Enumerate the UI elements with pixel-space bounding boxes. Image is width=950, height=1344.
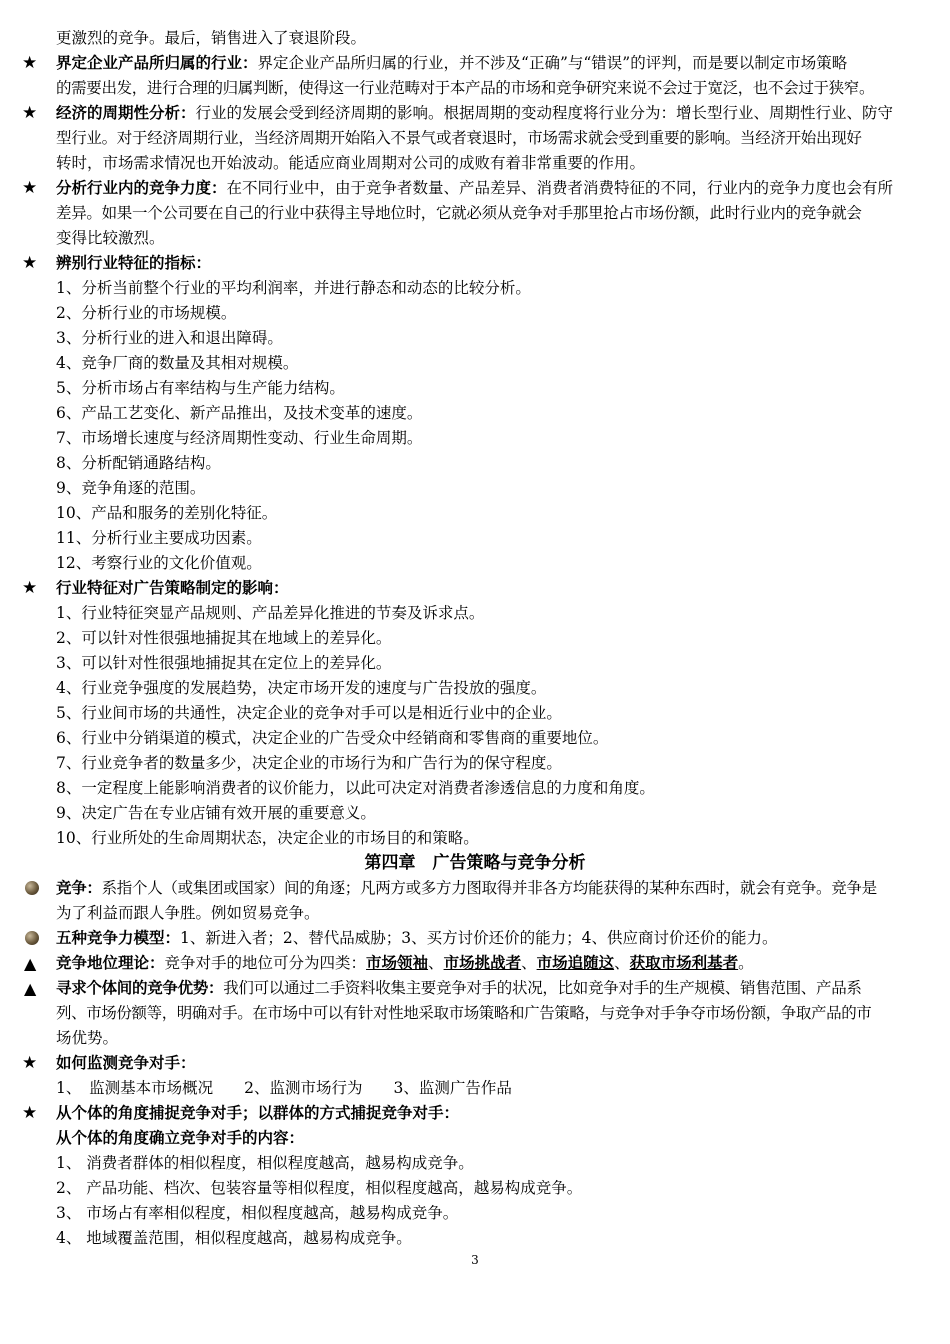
paragraph-line: 列、市场份额等，明确对手。在市场中可以有针对性地采取市场策略和广告策略，与竞争对手争夺市场份额，争取产品的市 <box>56 1004 872 1022</box>
section-industry-indicators <box>22 251 928 276</box>
list-item: 4、行业竞争强度的发展趋势，决定市场开发的速度与广告投放的强度。 <box>56 679 547 697</box>
position-market-challenger: 市场挑战者 <box>443 954 522 972</box>
list-item: 7、市场增长速度与经济周期性变动、行业生命周期。 <box>56 429 423 447</box>
list-item: 6、行业中分销渠道的模式，决定企业的广告受众中经销商和零售商的重要地位。 <box>56 729 609 747</box>
list-item: 11、分析行业主要成功因素。 <box>56 529 262 547</box>
list-item: 12、考察行业的文化价值观。 <box>56 554 262 572</box>
section-competition <box>22 876 928 901</box>
triangle-bullet-icon: ▲ <box>24 954 37 973</box>
section-heading: 竞争： <box>56 879 102 897</box>
separator: 、 <box>614 954 630 972</box>
section-individual-advantage <box>22 976 928 1001</box>
list-item: 8、分析配销通路结构。 <box>56 454 221 472</box>
ball-bullet-icon <box>25 931 39 945</box>
section-five-forces <box>22 926 928 951</box>
section-heading: 行业特征对广告策略制定的影响： <box>56 579 289 597</box>
section-text: 竞争对手的地位可分为四类： <box>164 954 367 972</box>
list-item: 1、行业特征突显产品规则、产品差异化推进的节奏及诉求点。 <box>56 604 485 622</box>
list-item: 2、 产品功能、档次、包装容量等相似程度，相似程度越高，越易构成竞争。 <box>56 1179 583 1197</box>
subheading: 从个体的角度确立竞争对手的内容： <box>56 1129 305 1147</box>
section-capture-competitors <box>22 1101 928 1126</box>
paragraph-line: 差异。如果一个公司要在自己的行业中获得主导地位时，它就必须从竞争对手那里抢占市场份额，此时行业内的竞争就会 <box>56 204 862 222</box>
sentence-end: 。 <box>738 954 754 972</box>
list-item: 6、产品工艺变化、新产品推出，及技术变革的速度。 <box>56 404 423 422</box>
list-item: 2、分析行业的市场规模。 <box>56 304 237 322</box>
section-monitor-competitors <box>22 1051 928 1076</box>
page-number: 3 <box>471 1253 479 1267</box>
section-industry-definition <box>22 51 928 76</box>
section-competitive-position <box>22 951 928 976</box>
position-market-follower: 市场追随这 <box>536 954 615 972</box>
paragraph-line: 的需要出发，进行合理的归属判断，使得这一行业范畴对于本产品的市场和竞争研究来说不会过于宽泛，也不会过于狭窄。 <box>56 79 875 97</box>
list-item: 3、 市场占有率相似程度，相似程度越高，越易构成竞争。 <box>56 1204 459 1222</box>
star-bullet-icon: ★ <box>22 178 38 198</box>
star-bullet-icon: ★ <box>22 1053 38 1073</box>
section-text: 在不同行业中，由于竞争者数量、产品差异、消费者消费特征的不同，行业内的竞争力度也会有所 <box>226 179 894 197</box>
star-bullet-icon: ★ <box>22 253 38 273</box>
star-bullet-icon: ★ <box>22 1103 38 1123</box>
position-market-nicher: 获取市场利基者 <box>629 954 739 972</box>
list-item: 3、分析行业的进入和退出障碍。 <box>56 329 283 347</box>
star-bullet-icon: ★ <box>22 578 38 598</box>
paragraph-line: 更激烈的竞争。最后，销售进入了衰退阶段。 <box>56 29 367 47</box>
chapter-title: 第四章 广告策略与竞争分析 <box>364 853 586 873</box>
paragraph-line: 转时，市场需求情况也开始波动。能适应商业周期对公司的成败有着非常重要的作用。 <box>56 154 646 172</box>
ball-bullet-icon <box>25 881 39 895</box>
list-item: 7、行业竞争者的数量多少，决定企业的市场行为和广告行为的保守程度。 <box>56 754 562 772</box>
section-heading: 寻求个体间的竞争优势： <box>56 979 224 997</box>
section-heading: 五种竞争力模型： <box>56 929 181 947</box>
section-text: 界定企业产品所归属的行业，并不涉及“正确”与“错误”的评判，而是要以制定市场策略 <box>257 54 848 72</box>
section-heading: 竞争地位理论： <box>56 954 165 972</box>
section-heading: 如何监测竞争对手： <box>56 1054 196 1072</box>
list-item: 9、决定广告在专业店铺有效开展的重要意义。 <box>56 804 376 822</box>
list-item: 5、分析市场占有率结构与生产能力结构。 <box>56 379 345 397</box>
list-item: 10、产品和服务的差别化特征。 <box>56 504 278 522</box>
list-item: 2、可以针对性很强地捕捉其在地域上的差异化。 <box>56 629 392 647</box>
separator: 、 <box>521 954 537 972</box>
section-economic-cycle <box>22 101 928 126</box>
list-item: 3、可以针对性很强地捕捉其在定位上的差异化。 <box>56 654 392 672</box>
list-item: 1、 消费者群体的相似程度，相似程度越高，越易构成竞争。 <box>56 1154 474 1172</box>
list-item: 9、竞争角逐的范围。 <box>56 479 206 497</box>
paragraph-line: 为了利益而跟人争胜。例如贸易竞争。 <box>56 904 320 922</box>
list-item: 8、一定程度上能影响消费者的议价能力，以此可决定对消费者渗透信息的力度和角度。 <box>56 779 655 797</box>
section-text: 行业的发展会受到经济周期的影响。根据周期的变动程度将行业分为：增长型行业、周期性行业、防守 <box>195 104 894 122</box>
paragraph-line: 场优势。 <box>56 1029 119 1047</box>
position-market-leader: 市场领袖 <box>366 954 429 972</box>
list-item: 10、行业所处的生命周期状态，决定企业的市场目的和策略。 <box>56 829 479 847</box>
section-heading: 经济的周期性分析： <box>56 104 196 122</box>
section-heading: 辨别行业特征的指标： <box>56 254 212 272</box>
triangle-bullet-icon: ▲ <box>24 979 37 998</box>
section-competition-intensity <box>22 176 928 201</box>
section-text: 1、新进入者；2、替代品威胁；3、买方讨价还价的能力；4、供应商讨价还价的能力。 <box>180 929 778 947</box>
list-item: 1、 监测基本市场概况 2、监测市场行为 3、监测广告作品 <box>56 1079 512 1097</box>
list-item: 1、分析当前整个行业的平均利润率，并进行静态和动态的比较分析。 <box>56 279 531 297</box>
list-item: 5、行业间市场的共通性，决定企业的竞争对手可以是相近行业中的企业。 <box>56 704 562 722</box>
section-heading: 分析行业内的竞争力度： <box>56 179 227 197</box>
separator: 、 <box>428 954 444 972</box>
paragraph-line: 型行业。对于经济周期行业，当经济周期开始陷入不景气或者衰退时，市场需求就会受到重要的影响。当经济开始出现好 <box>56 129 862 147</box>
list-item: 4、 地域覆盖范围，相似程度越高，越易构成竞争。 <box>56 1229 412 1247</box>
list-item: 4、竞争厂商的数量及其相对规模。 <box>56 354 299 372</box>
paragraph-line: 变得比较激烈。 <box>56 229 165 247</box>
star-bullet-icon: ★ <box>22 103 38 123</box>
section-text: 系指个人（或集团或国家）间的角逐；凡两方或多方力图取得并非各方均能获得的某种东西时，就会有竞争。竞争是 <box>101 879 877 897</box>
section-heading: 界定企业产品所归属的行业： <box>56 54 258 72</box>
star-bullet-icon: ★ <box>22 53 38 73</box>
section-text: 我们可以通过二手资料收集主要竞争对手的状况，比如竞争对手的生产规模、销售范围、产品系 <box>223 979 862 997</box>
section-industry-effects <box>22 576 928 601</box>
section-heading: 从个体的角度捕捉竞争对手；以群体的方式捕捉竞争对手： <box>56 1104 460 1122</box>
